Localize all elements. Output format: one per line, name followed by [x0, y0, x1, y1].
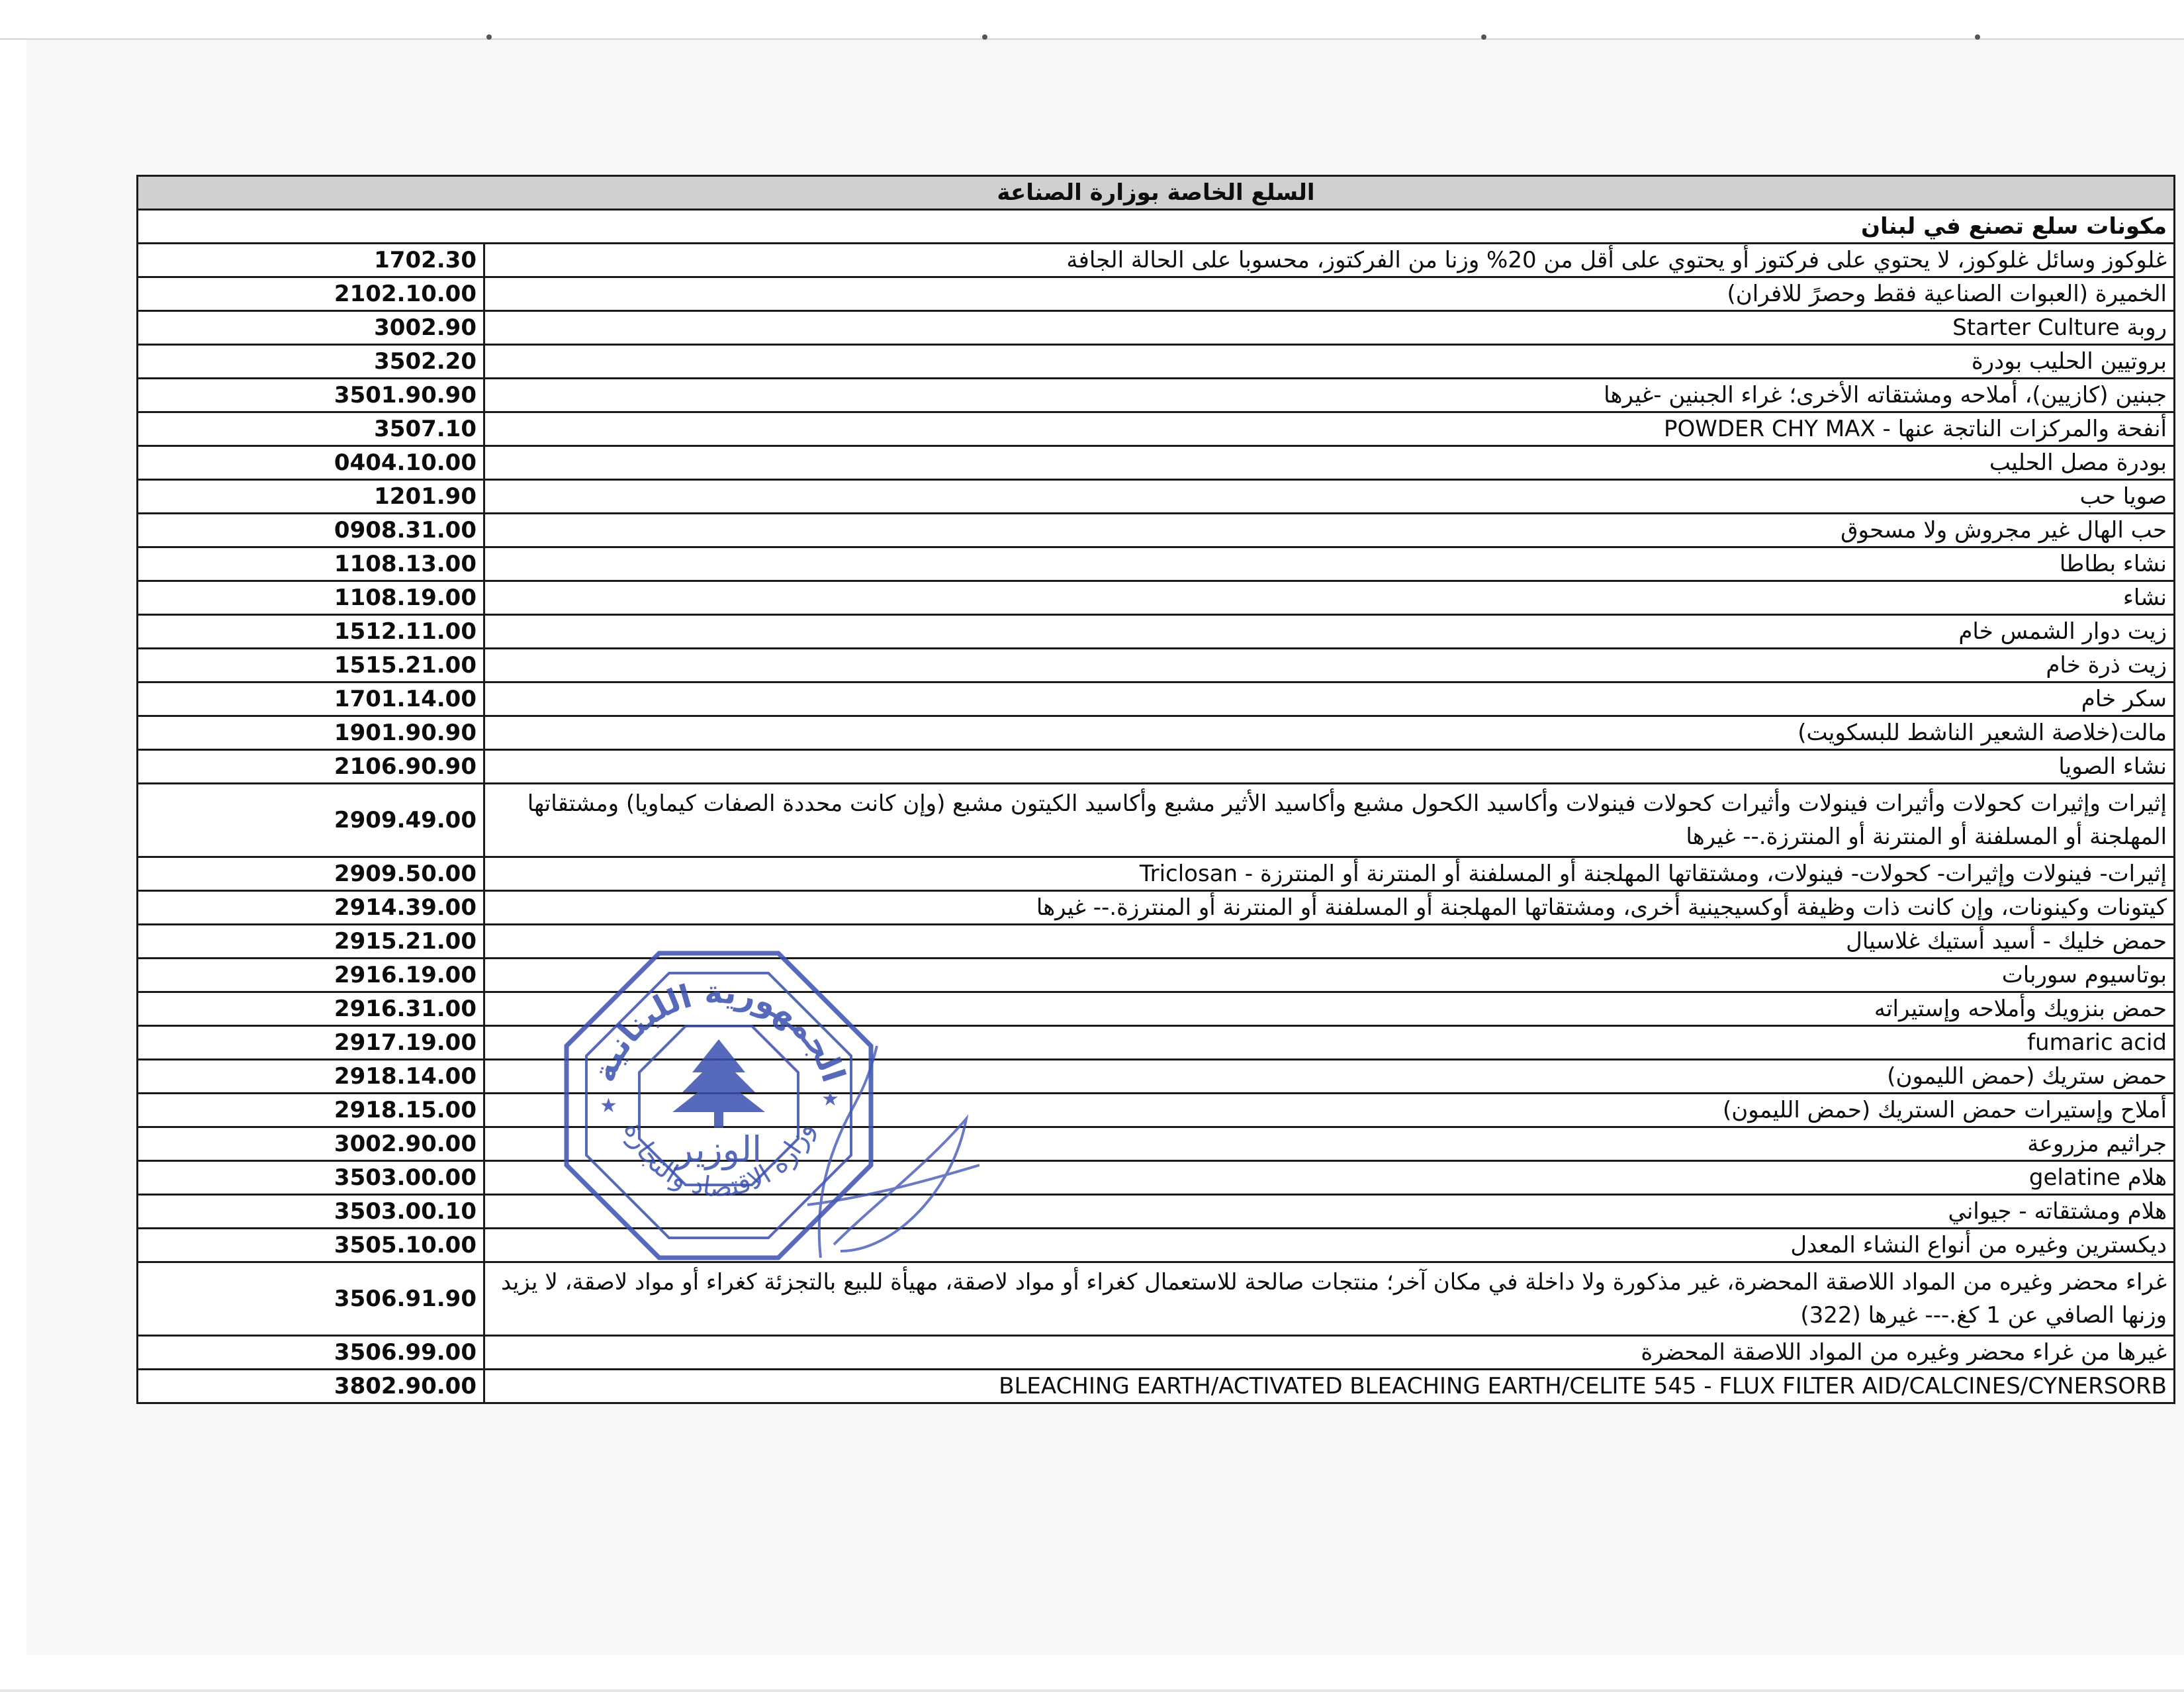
items-table [136, 175, 2175, 1404]
table-row [138, 1161, 2175, 1195]
item-description: BLEACHING EARTH/ACTIVATED BLEACHING EARTH/CELITE 545 - FLUX FILTER AID/CALCINES/CYNERSORB [484, 1370, 2175, 1403]
item-description: نشاء [484, 581, 2175, 615]
table-row [138, 1262, 2175, 1336]
page-title: السلع الخاصة بوزارة الصناعة [138, 176, 2175, 210]
table-row [138, 244, 2175, 277]
punch-dot [1975, 34, 1980, 40]
tariff-code: 2909.50.00 [138, 857, 484, 891]
item-description: إثيرات- فينولات وإثيرات- كحولات- فينولات، ومشتقاتها المهلجنة أو المسلفنة أو المنترنة أو المنترزة - Triclosan [484, 857, 2175, 891]
cedar-icon [672, 1039, 765, 1128]
item-description: سكر خام [484, 682, 2175, 716]
table-row [138, 547, 2175, 581]
table-row [138, 412, 2175, 446]
tariff-code: 2909.49.00 [138, 784, 484, 857]
table-row [138, 277, 2175, 311]
tariff-code: 1108.19.00 [138, 581, 484, 615]
punch-dot [1481, 34, 1486, 40]
table-row [138, 1026, 2175, 1060]
table-row [138, 1060, 2175, 1094]
table-row [138, 784, 2175, 857]
table-row [138, 581, 2175, 615]
table-row [138, 615, 2175, 649]
item-description: بوتاسيوم سوربات [484, 959, 2175, 992]
item-description: بودرة مصل الحليب [484, 446, 2175, 480]
tariff-code: 1201.90 [138, 480, 484, 514]
section-row [138, 210, 2175, 244]
table-row [138, 857, 2175, 891]
item-description: حمض بنزويك وأملاحه وإستيراته [484, 992, 2175, 1026]
tariff-code: 2102.10.00 [138, 277, 484, 311]
table-row [138, 311, 2175, 345]
item-description: غيرها من غراء محضر وغيره من المواد اللاصقة المحضرة [484, 1336, 2175, 1370]
tariff-code: 3505.10.00 [138, 1229, 484, 1262]
item-description: الخميرة (العبوات الصناعية فقط وحصرً للافران) [484, 277, 2175, 311]
item-description: كيتونات وكينونات، وإن كانت ذات وظيفة أوكسيجينية أخرى، ومشتقاتها المهلجنة أو المسلفنة أو المنترنة أو المنترزة.-- غيرها [484, 891, 2175, 925]
table-row [138, 925, 2175, 959]
table-row [138, 891, 2175, 925]
tariff-code: 3506.99.00 [138, 1336, 484, 1370]
table-row [138, 1195, 2175, 1229]
tariff-code: 0404.10.00 [138, 446, 484, 480]
table-row [138, 446, 2175, 480]
tariff-code: 3503.00.00 [138, 1161, 484, 1195]
table-row [138, 1336, 2175, 1370]
table-row [138, 1229, 2175, 1262]
tariff-code: 3802.90.00 [138, 1370, 484, 1403]
table-row [138, 992, 2175, 1026]
table-row [138, 480, 2175, 514]
table-row [138, 514, 2175, 547]
tariff-code: 2918.14.00 [138, 1060, 484, 1094]
item-description: غلوكوز وسائل غلوكوز، لا يحتوي على فركتوز أو يحتوي على أقل من 20% وزنا من الفركتوز، محسوبا على الحالة الجافة [484, 244, 2175, 277]
top-rule [0, 38, 2184, 40]
title-row [138, 176, 2175, 210]
stamp-bottom-text: وزارة الاقتصاد والتجارة [617, 1117, 820, 1203]
table-row [138, 345, 2175, 379]
tariff-code: 2106.90.90 [138, 750, 484, 784]
item-description: fumaric acid [484, 1026, 2175, 1060]
tariff-code: 1901.90.90 [138, 716, 484, 750]
table-row [138, 682, 2175, 716]
item-description: زيت ذرة خام [484, 649, 2175, 682]
tariff-code: 2916.19.00 [138, 959, 484, 992]
tariff-code: 1702.30 [138, 244, 484, 277]
section-heading: مكونات سلع تصنع في لبنان [138, 210, 2175, 244]
tariff-code: 1512.11.00 [138, 615, 484, 649]
table-row [138, 379, 2175, 412]
item-description: هلام ومشتقاته - جيواني [484, 1195, 2175, 1229]
item-description: حمض ستريك (حمض الليمون) [484, 1060, 2175, 1094]
stamp-center-text: الوزير [675, 1129, 762, 1170]
item-description: زيت دوار الشمس خام [484, 615, 2175, 649]
tariff-code: 1515.21.00 [138, 649, 484, 682]
item-description: صويا حب [484, 480, 2175, 514]
table-row [138, 1094, 2175, 1127]
tariff-code: 3503.00.10 [138, 1195, 484, 1229]
item-description: أملاح وإستيرات حمض الستريك (حمض الليمون) [484, 1094, 2175, 1127]
punch-dot [982, 34, 987, 40]
tariff-code: 2916.31.00 [138, 992, 484, 1026]
table-row [138, 1127, 2175, 1161]
tariff-code: 3002.90.00 [138, 1127, 484, 1161]
item-description: روبة Starter Culture [484, 311, 2175, 345]
item-description: نشاء الصويا [484, 750, 2175, 784]
tariff-code: 3002.90 [138, 311, 484, 345]
tariff-code: 2915.21.00 [138, 925, 484, 959]
tariff-code: 3502.20 [138, 345, 484, 379]
tariff-code: 0908.31.00 [138, 514, 484, 547]
stamp-ring-text: الجمهورية اللبنانية [585, 973, 852, 1087]
item-description: جبنين (كازيين)، أملاحه ومشتقاته الأخرى؛ غراء الجبنين -غيرها [484, 379, 2175, 412]
star-icon: ★ [600, 1094, 617, 1117]
item-description: جراثيم مزروعة [484, 1127, 2175, 1161]
table-row [138, 750, 2175, 784]
table-row [138, 716, 2175, 750]
bottom-rule [0, 1689, 2184, 1692]
item-description: مالت(خلاصة الشعير الناشط للبسكويت) [484, 716, 2175, 750]
table-row [138, 1370, 2175, 1403]
tariff-code: 3507.10 [138, 412, 484, 446]
tariff-code: 3506.91.90 [138, 1262, 484, 1336]
item-description: بروتيين الحليب بودرة [484, 345, 2175, 379]
item-description: أنفحة والمركزات الناتجة عنها - POWDER CHY MAX [484, 412, 2175, 446]
item-description: غراء محضر وغيره من المواد اللاصقة المحضرة، غير مذكورة ولا داخلة في مكان آخر؛ منتجات صالحة للاستعمال كغراء أو مواد لاصقة، مهيأة للبيع بالتجزئة كغراء أو مواد لاصقة، لا يزيد وزنها الصافي عن 1 كغ.--- غيرها (322) [484, 1262, 2175, 1336]
tariff-code: 2918.15.00 [138, 1094, 484, 1127]
signature [794, 1033, 979, 1271]
item-description: حمض خليك - أسيد أستيك غلاسيال [484, 925, 2175, 959]
tariff-code: 1701.14.00 [138, 682, 484, 716]
item-description: إثيرات وإثيرات كحولات وأثيرات فينولات وأثيرات كحولات فينولات وأكاسيد الكحول مشبع وأكاسيد الأثير مشبع وأكاسيد الكيتون مشبع (وإن كانت محددة الصفات كيماويا) ومشتقاتها المهلجنة أو المسلفنة أو المنترنة أو المنترزة.-- غيرها [484, 784, 2175, 857]
tariff-code: 3501.90.90 [138, 379, 484, 412]
star-icon: ★ [821, 1088, 839, 1111]
tariff-code: 2917.19.00 [138, 1026, 484, 1060]
item-description: هلام gelatine [484, 1161, 2175, 1195]
item-description: ديكسترين وغيره من أنواع النشاء المعدل [484, 1229, 2175, 1262]
tariff-code: 2914.39.00 [138, 891, 484, 925]
item-description: حب الهال غير مجروش ولا مسحوق [484, 514, 2175, 547]
table-row [138, 959, 2175, 992]
table-row [138, 649, 2175, 682]
item-description: نشاء بطاطا [484, 547, 2175, 581]
punch-dot [486, 34, 492, 40]
tariff-code: 1108.13.00 [138, 547, 484, 581]
